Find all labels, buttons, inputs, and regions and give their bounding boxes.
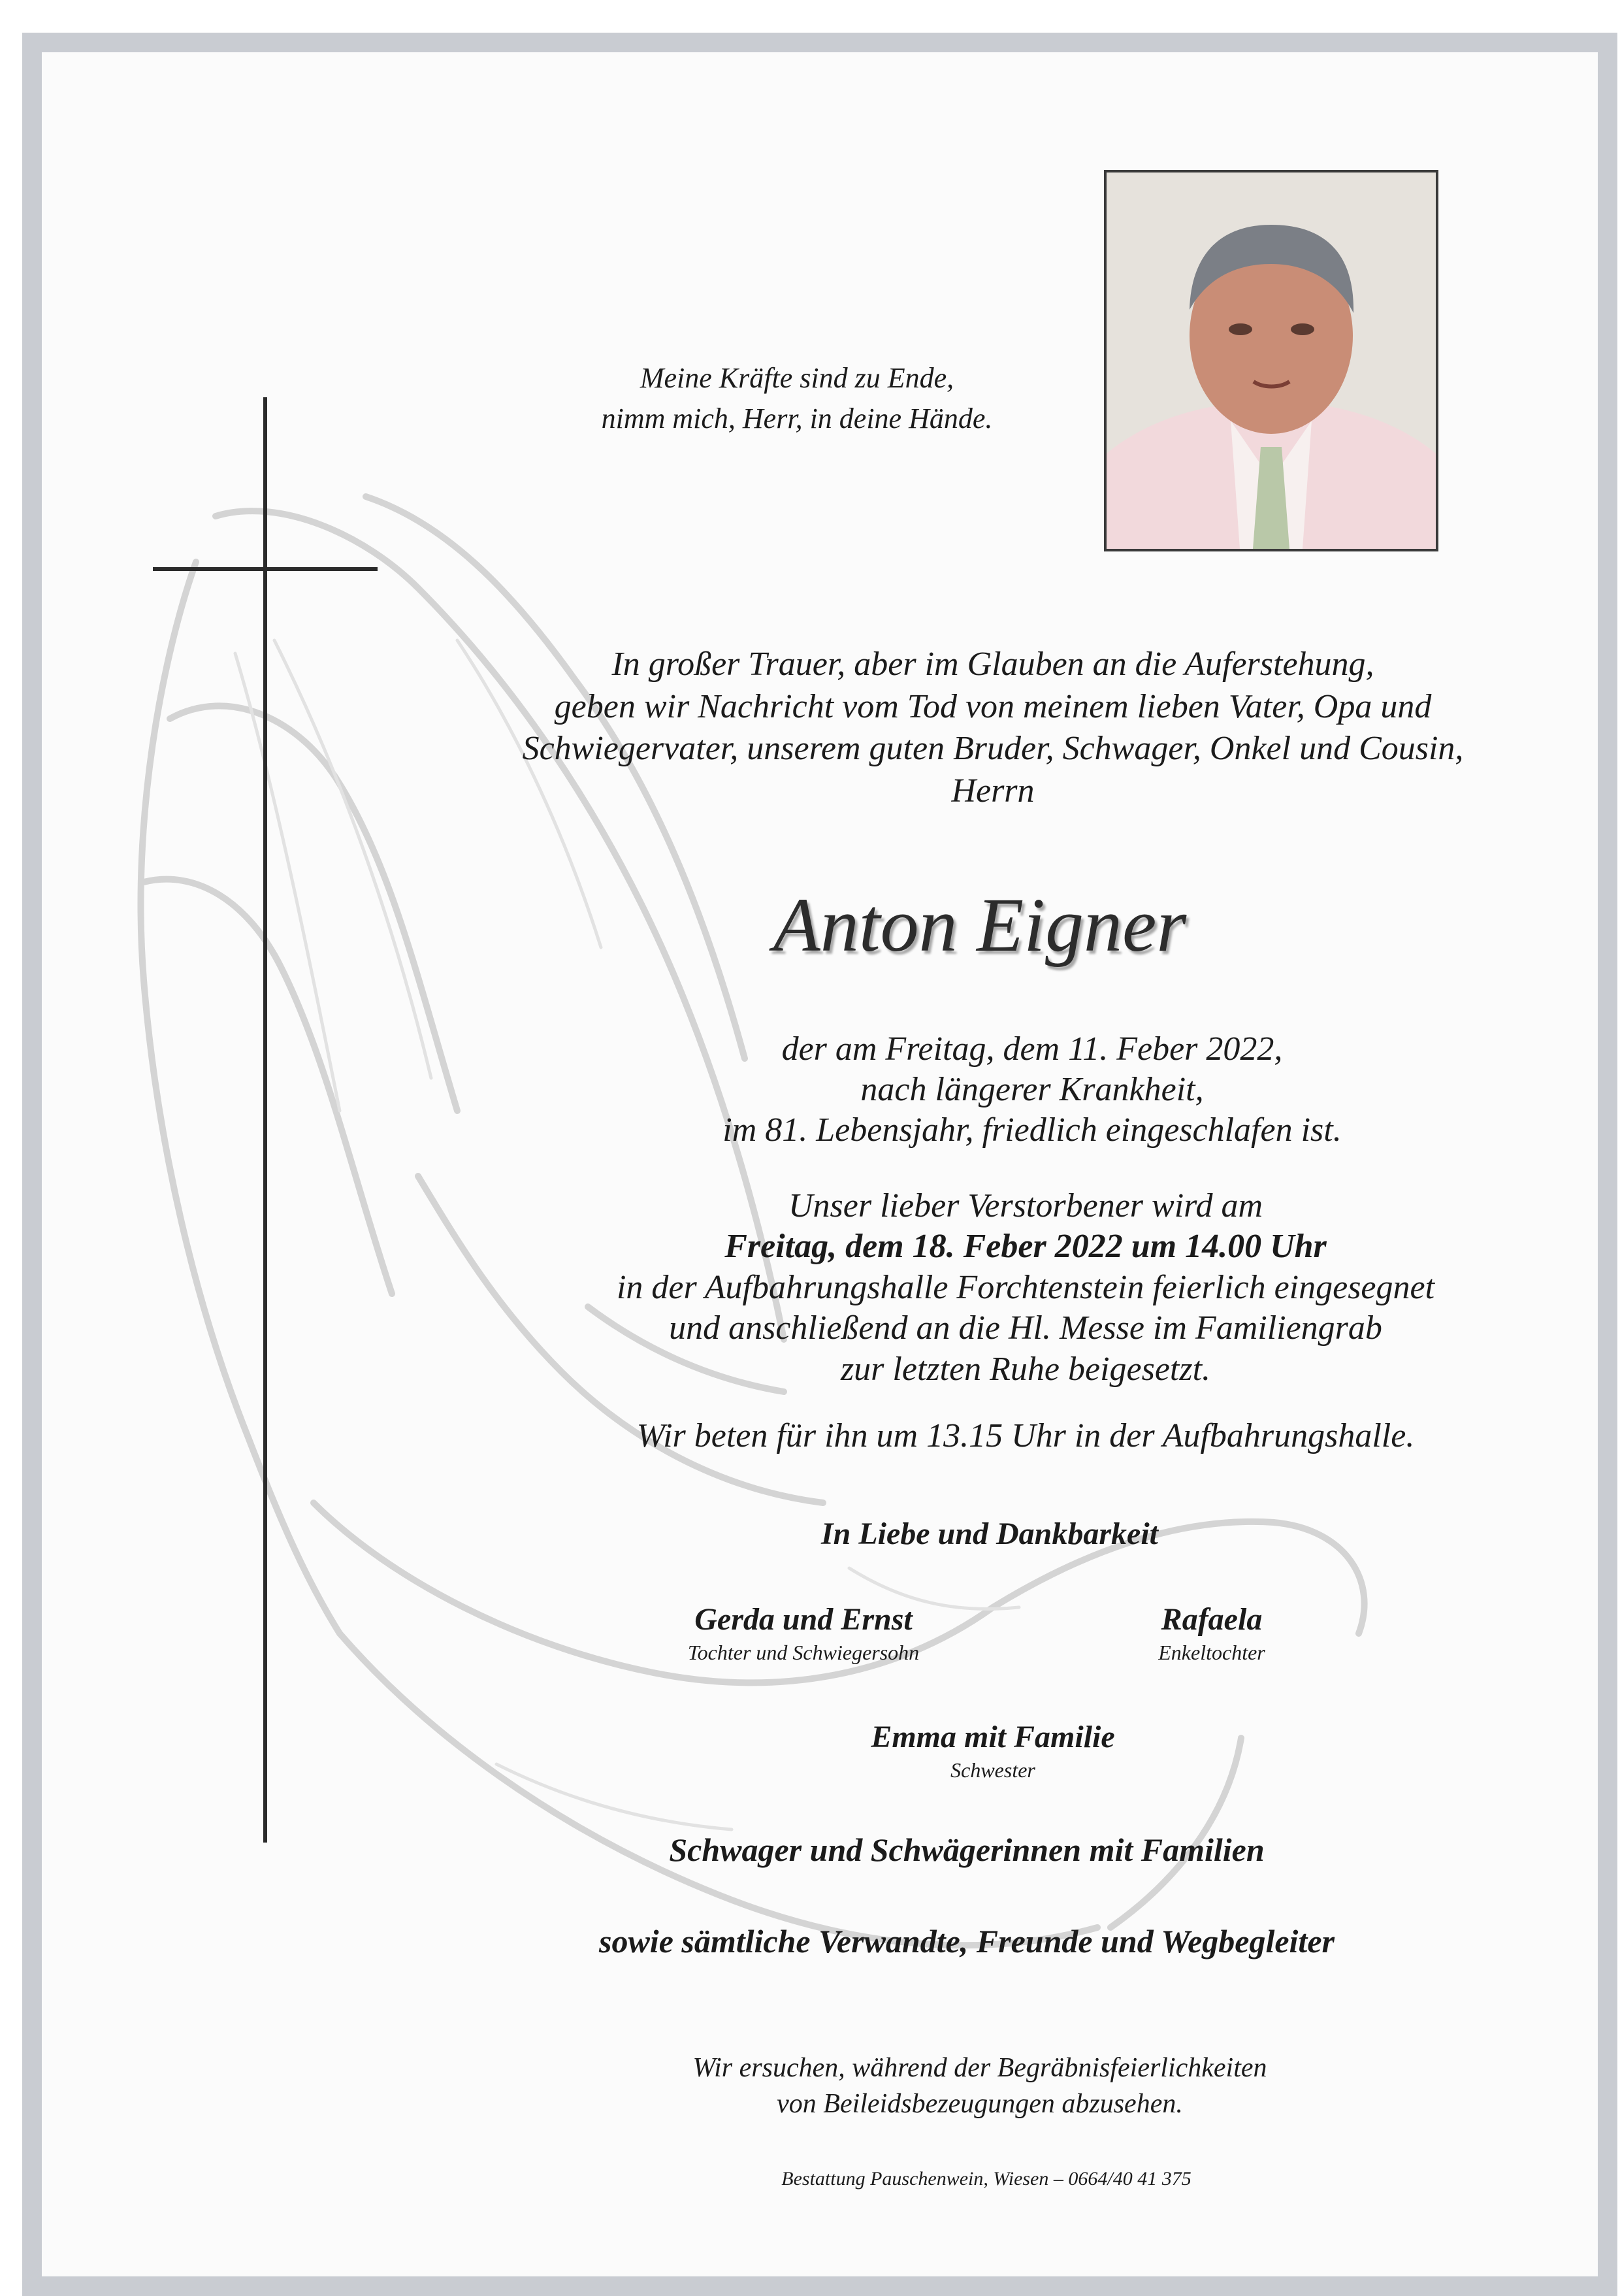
death-line-1: der am Freitag, dem 11. Feber 2022, bbox=[781, 1030, 1283, 1068]
mourner-relation: Enkeltochter bbox=[1158, 1641, 1265, 1665]
death-line-2: nach längerer Krankheit, bbox=[860, 1070, 1204, 1108]
mourner-name: Rafaela bbox=[1161, 1602, 1263, 1637]
prayer-notice: Wir beten für ihn um 13.15 Uhr in der Aufbahrungshalle. bbox=[636, 1417, 1415, 1454]
relatives-line: sowie sämtliche Verwandte, Freunde und Wegbegleiter bbox=[599, 1923, 1335, 1960]
funeral-line-4: und anschließend an die Hl. Messe im Familiengrab bbox=[669, 1309, 1382, 1347]
funeral-home-footer: Bestattung Pauschenwein, Wiesen – 0664/40 41 375 bbox=[781, 2168, 1191, 2189]
mourner-1 bbox=[608, 1599, 999, 1665]
motto-line-2: nimm mich, Herr, in deine Hände. bbox=[601, 402, 993, 435]
family-line: Schwager und Schwägerinnen mit Familien bbox=[669, 1831, 1265, 1868]
mourner-relation: Tochter und Schwiegersohn bbox=[687, 1641, 920, 1665]
funeral-date-time: Freitag, dem 18. Feber 2022 um 14.00 Uhr bbox=[724, 1228, 1327, 1266]
mourner-3 bbox=[784, 1717, 1202, 1783]
mourner-2 bbox=[1065, 1599, 1359, 1665]
intro-line-1: In großer Trauer, aber im Glauben an die Auferstehung, bbox=[611, 646, 1374, 683]
condolence-request bbox=[555, 2050, 1404, 2122]
intro-line-2: geben wir Nachricht vom Tod von meinem lieben Vater, Opa und bbox=[554, 687, 1432, 725]
funeral-line-1: Unser lieber Verstorbener wird am bbox=[788, 1187, 1263, 1224]
mourner-name: Emma mit Familie bbox=[871, 1720, 1115, 1754]
portrait-photo bbox=[1104, 170, 1438, 551]
request-line-1: Wir ersuchen, während der Begräbnisfeierlichkeiten bbox=[692, 2053, 1267, 2083]
death-notice bbox=[510, 1029, 1555, 1151]
funeral-line-3: in der Aufbahrungshalle Forchtenstein feierlich eingesegnet bbox=[616, 1268, 1435, 1306]
funeral-details bbox=[457, 1186, 1594, 1390]
closing-phrase: In Liebe und Dankbarkeit bbox=[820, 1517, 1159, 1551]
announcement-intro bbox=[457, 644, 1529, 813]
mourner-relation: Schwester bbox=[950, 1758, 1035, 1782]
cross-vertical-bar bbox=[263, 397, 267, 1843]
motto-line-1: Meine Kräfte sind zu Ende, bbox=[640, 362, 954, 394]
death-line-3: im 81. Lebensjahr, friedlich eingeschlafen ist. bbox=[722, 1111, 1342, 1149]
intro-line-4: Herrn bbox=[951, 772, 1035, 810]
mourner-name: Gerda und Ernst bbox=[694, 1602, 913, 1637]
funeral-line-5: zur letzten Ruhe beigesetzt. bbox=[840, 1350, 1211, 1388]
cross-horizontal-bar bbox=[153, 567, 378, 571]
motto-verse bbox=[496, 358, 1097, 440]
deceased-name: Anton Eigner bbox=[773, 882, 1187, 968]
intro-line-3: Schwiegervater, unserem guten Bruder, Schwager, Onkel und Cousin, bbox=[522, 730, 1464, 768]
request-line-2: von Beileidsbezeugungen abzusehen. bbox=[777, 2088, 1183, 2119]
